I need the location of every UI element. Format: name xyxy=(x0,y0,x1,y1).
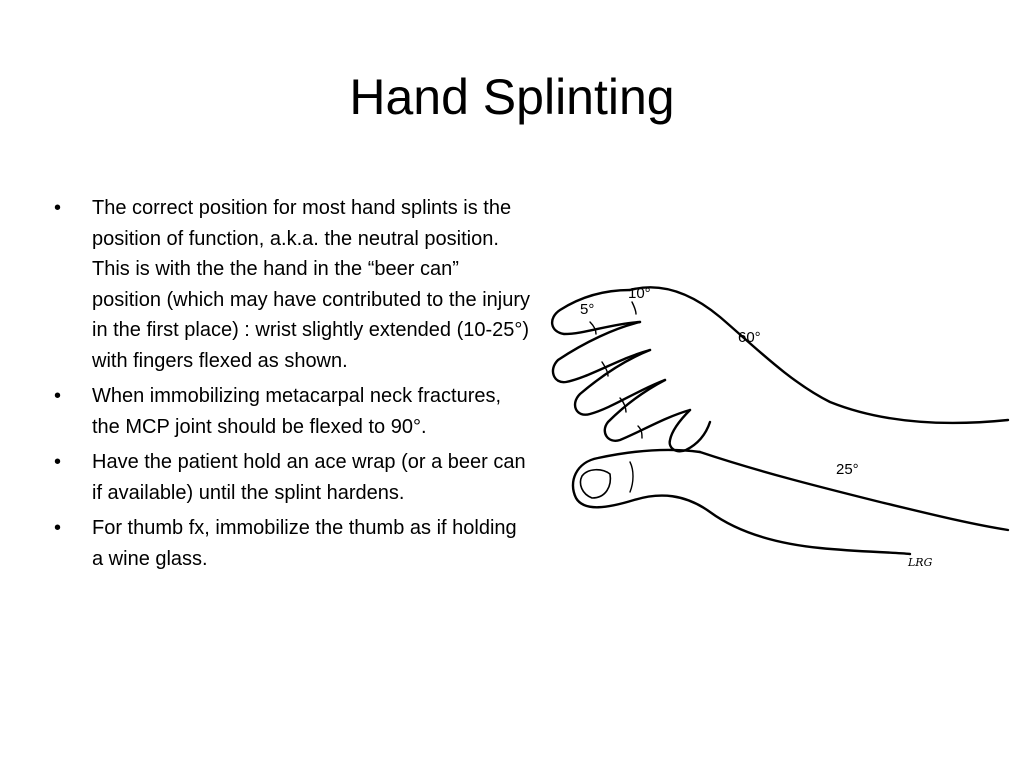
little-finger xyxy=(670,410,710,451)
illustrator-signature: LRG xyxy=(908,556,933,569)
thumbnail xyxy=(580,470,610,498)
bullet-item xyxy=(52,447,532,508)
hand-dorsum-outline xyxy=(630,287,1008,423)
knuckle-crease xyxy=(632,302,636,314)
knuckle-crease xyxy=(590,322,596,334)
bullet-item xyxy=(52,513,532,574)
bullet-list xyxy=(52,193,532,579)
ring-finger xyxy=(605,380,690,441)
bullet-text: For thumb fx, immobilize the thumb as if holding a wine glass. xyxy=(92,517,517,570)
knuckle-crease xyxy=(630,462,633,492)
bullet-item xyxy=(52,193,532,376)
bullet-marker: • xyxy=(54,517,62,539)
bullet-marker: • xyxy=(54,197,62,219)
hand-drawing xyxy=(530,262,1010,582)
bullet-marker: • xyxy=(54,385,62,407)
mcp-angle-label: 60° xyxy=(738,329,761,346)
slide-title: Hand Splinting xyxy=(349,69,675,125)
index-finger-lower xyxy=(553,322,650,382)
index-finger xyxy=(552,290,640,334)
dip-angle-label: 5° xyxy=(580,301,595,318)
bullet-item xyxy=(52,381,532,442)
bullet-marker: • xyxy=(54,451,62,473)
pip-angle-label: 10° xyxy=(628,285,651,302)
bullet-text: When immobilizing metacarpal neck fractures, the MCP joint should be flexed to 90°. xyxy=(92,385,502,438)
hand-position-illustration xyxy=(530,262,1010,582)
bullet-text: Have the patient hold an ace wrap (or a beer can if available) until the splint hardens. xyxy=(92,451,526,504)
wrist-angle-label: 25° xyxy=(836,461,859,478)
bullet-text: The correct position for most hand splints is the position of function, a.k.a. the neutral position. This is with the the hand in the “beer can” position (which may have contributed to the injury in the first place) : wrist slightly extended (10-25°) with fingers flexed as shown. xyxy=(92,197,531,372)
